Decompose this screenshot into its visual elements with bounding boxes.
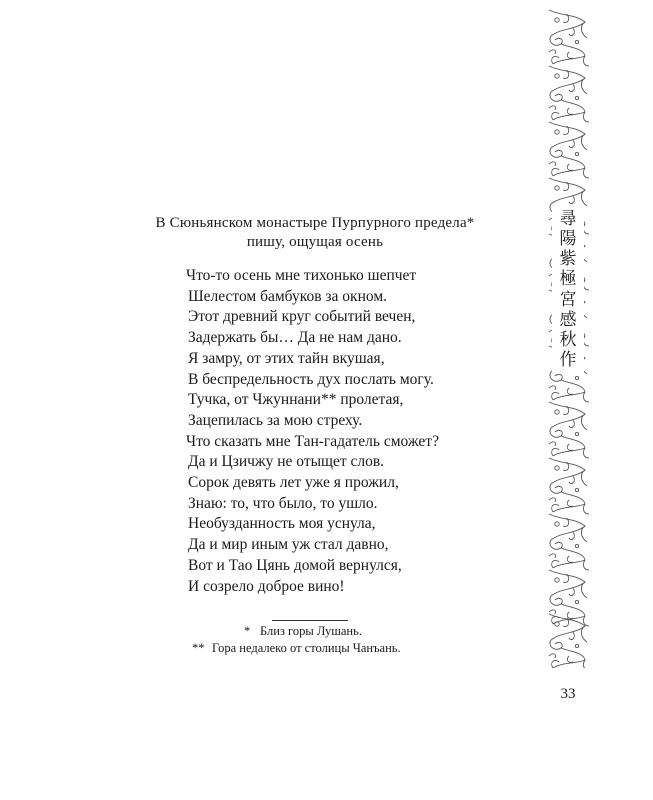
poem-line: И созрело доброе вино! (188, 577, 345, 595)
footnote-divider (272, 620, 348, 621)
chinese-vertical-title (552, 206, 584, 374)
poem-body (186, 266, 526, 597)
footnote-2 (192, 640, 512, 657)
page-number: 33 (560, 686, 576, 702)
poem-line: Вот и Тао Цянь домой вернулся, (188, 556, 402, 574)
chinese-char: 作 (559, 349, 577, 370)
poem-line: Необузданность моя уснула, (188, 515, 376, 533)
chinese-char: 尋 (559, 209, 577, 229)
footnote-text: Близ горы Лушань. (260, 624, 362, 638)
poem-line: Знаю: то, что было, то ушло. (188, 494, 378, 512)
poem-line: Что-то осень мне тихонько шепчет (186, 267, 417, 284)
poem-title (110, 214, 520, 252)
chinese-char: 感 (559, 309, 577, 330)
poem-line: Задержать бы… Да не нам дано. (188, 329, 402, 347)
footnote-text: Гора недалеко от столицы Чанъань. (212, 641, 401, 655)
poem-line: Зацепилась за мою стреху. (188, 411, 363, 429)
poem-line: Да и Цзичжу не отыщет слов. (188, 453, 385, 471)
poem-line: Да и мир иным уж стал давно, (188, 536, 389, 554)
footnote-mark: * (244, 624, 251, 638)
poem-line: Сорок девять лет уже я прожил, (188, 474, 399, 492)
poem-line: Этот древний круг событий вечен, (188, 308, 416, 326)
poem-title-line-1: В Сюньянском монастыре Пурпурного предела* (155, 215, 475, 231)
chinese-char: 極 (559, 269, 577, 290)
poem-title-line-2: пишу, ощущая осень (246, 234, 384, 250)
poem-line: Шелестом бамбуков за окном. (188, 287, 388, 305)
chinese-char: 陽 (559, 229, 577, 250)
poem-line: В беспредельность дух послать могу. (188, 370, 434, 388)
footnotes (192, 623, 512, 657)
poem-line: Что сказать мне Тан-гадатель сможет? (186, 432, 439, 450)
chinese-char: 紫 (559, 249, 577, 270)
footnote-mark: ** (192, 641, 205, 655)
poem-line: Я замру, от этих тайн вкушая, (188, 349, 385, 367)
chinese-char: 秋 (559, 329, 577, 350)
chinese-char: 宮 (559, 289, 577, 310)
poem-line: Тучка, от Чжуннани** пролетая, (188, 391, 404, 409)
footnote-1 (192, 623, 512, 640)
